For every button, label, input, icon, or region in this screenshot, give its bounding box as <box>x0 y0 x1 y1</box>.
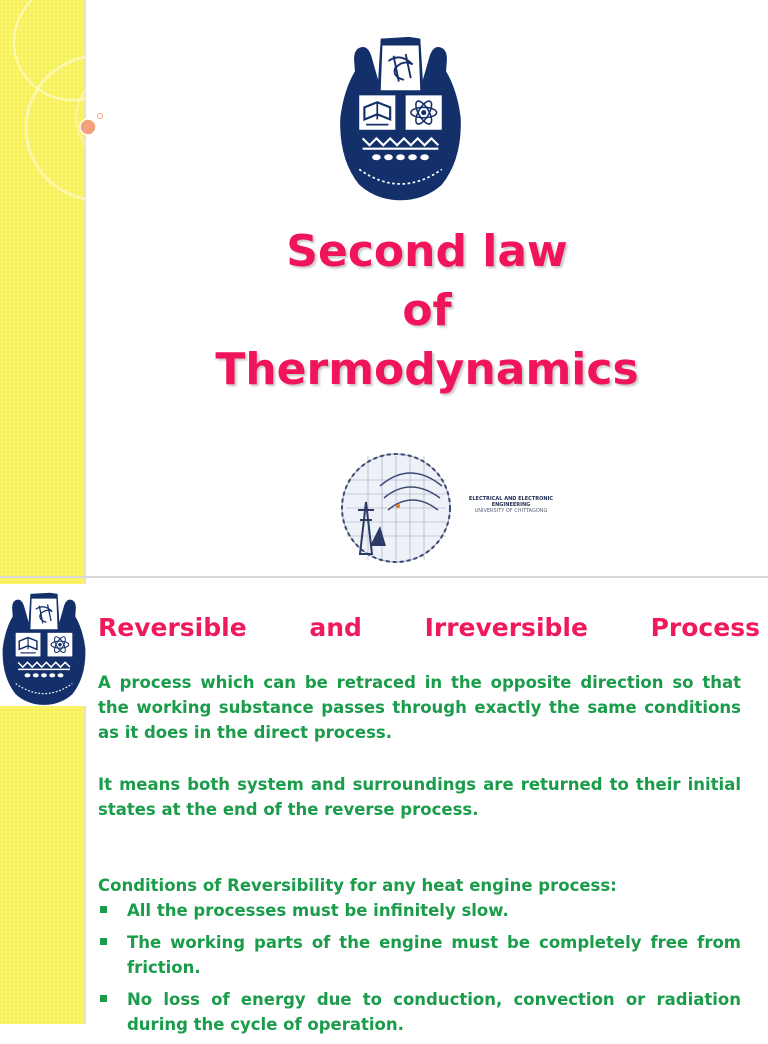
slide-heading <box>98 612 760 644</box>
conditions-title: Conditions of Reversibility for any heat engine process: <box>98 876 617 895</box>
decorative-swirl-ornament <box>0 0 130 190</box>
department-logo <box>340 450 560 568</box>
department-name-line2: ENGINEERING <box>491 502 531 508</box>
university-seal-logo <box>0 588 88 706</box>
definition-paragraph: A process which can be retraced in the opposite direction so that the working substance passes through exactly the same conditions as it does in the direct process. <box>98 673 741 742</box>
heading-word: Process <box>650 613 760 642</box>
list-item-text: The working parts of the engine must be completely free from friction. <box>127 933 741 977</box>
university-seal-logo <box>340 30 461 202</box>
title-line: of <box>402 285 452 336</box>
title-line: Second law <box>286 226 568 277</box>
department-name <box>456 496 566 514</box>
heading-word: and <box>309 613 362 642</box>
heading-word: Reversible <box>98 613 247 642</box>
department-emblem-icon <box>340 450 450 566</box>
content-slide <box>0 578 768 1034</box>
title-line: Thermodynamics <box>215 344 639 395</box>
list-item <box>98 898 741 923</box>
explanation-paragraph: It means both system and surroundings are returned to their initial states at the end of the reverse process. <box>98 775 741 819</box>
department-name-line3: UNIVERSITY OF CHITTAGONG <box>474 508 548 514</box>
bullet-square-icon <box>100 995 107 1002</box>
bullet-square-icon <box>100 906 107 913</box>
list-item <box>98 987 741 1037</box>
slide-title <box>86 222 768 399</box>
department-name-line1: ELECTRICAL AND ELECTRONIC <box>468 496 554 502</box>
conditions-list <box>98 898 741 1044</box>
heading-word: Irreversible <box>424 613 588 642</box>
list-item <box>98 930 741 980</box>
list-item-text: No loss of energy due to conduction, convection or radiation during the cycle of operation. <box>127 990 741 1034</box>
bullet-square-icon <box>100 938 107 945</box>
list-item-text: All the processes must be infinitely slow. <box>127 901 509 920</box>
